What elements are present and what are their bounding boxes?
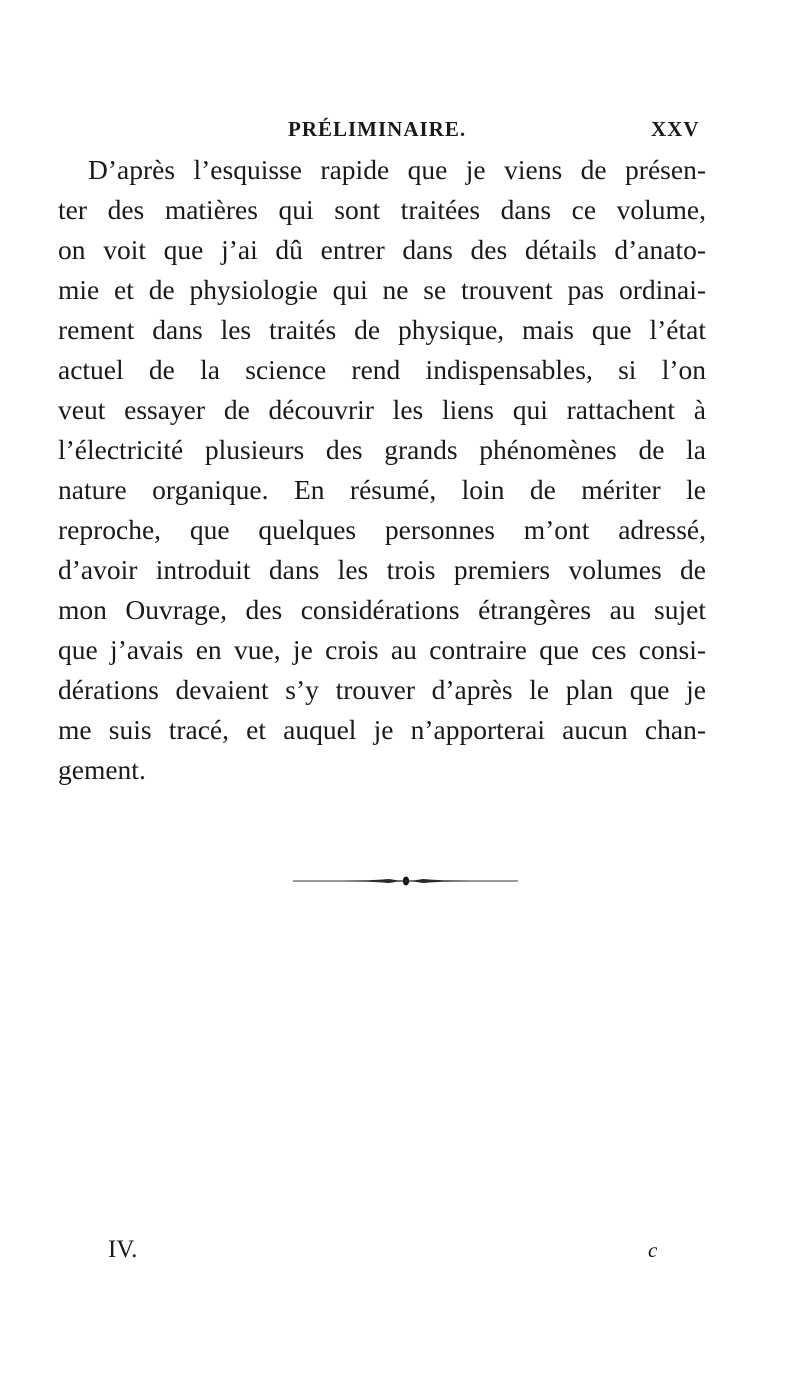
- body-paragraph: [58, 150, 706, 790]
- volume-mark: IV.: [108, 1236, 138, 1263]
- sheet-signature: c: [648, 1238, 658, 1262]
- text-line: l’électricité plusieurs des grands phénomènes de la: [58, 434, 706, 465]
- signature-line: [0, 1236, 800, 1272]
- text-line: mie et de physiologie qui ne se trouvent pas ordinai-: [58, 274, 706, 305]
- running-head: [0, 117, 800, 147]
- ornamental-divider: [293, 874, 518, 888]
- running-title: PRÉLIMINAIRE.: [288, 117, 467, 141]
- text-line: rement dans les traités de physique, mais que l’état: [58, 314, 706, 345]
- text-line: d’avoir introduit dans les trois premiers volumes de: [58, 554, 706, 585]
- text-line: ter des matières qui sont traitées dans ce volume,: [58, 194, 706, 225]
- text-line: nature organique. En résumé, loin de mériter le: [58, 474, 706, 505]
- page-number: XXV: [651, 117, 700, 141]
- text-line: D’après l’esquisse rapide que je viens de présen-: [88, 154, 706, 185]
- text-line: mon Ouvrage, des considérations étrangères au sujet: [58, 594, 706, 625]
- text-line: on voit que j’ai dû entrer dans des détails d’anato-: [58, 234, 706, 265]
- text-line: dérations devaient s’y trouver d’après le plan que je: [58, 674, 706, 705]
- text-line: que j’avais en vue, je crois au contraire que ces consi-: [58, 634, 706, 665]
- text-line: gement.: [58, 754, 146, 785]
- text-line: veut essayer de découvrir les liens qui rattachent à: [58, 394, 706, 425]
- text-line: reproche, que quelques personnes m’ont adressé,: [58, 514, 706, 545]
- text-line: me suis tracé, et auquel je n’apporterai aucun chan-: [58, 714, 706, 745]
- text-line: actuel de la science rend indispensables, si l’on: [58, 354, 706, 385]
